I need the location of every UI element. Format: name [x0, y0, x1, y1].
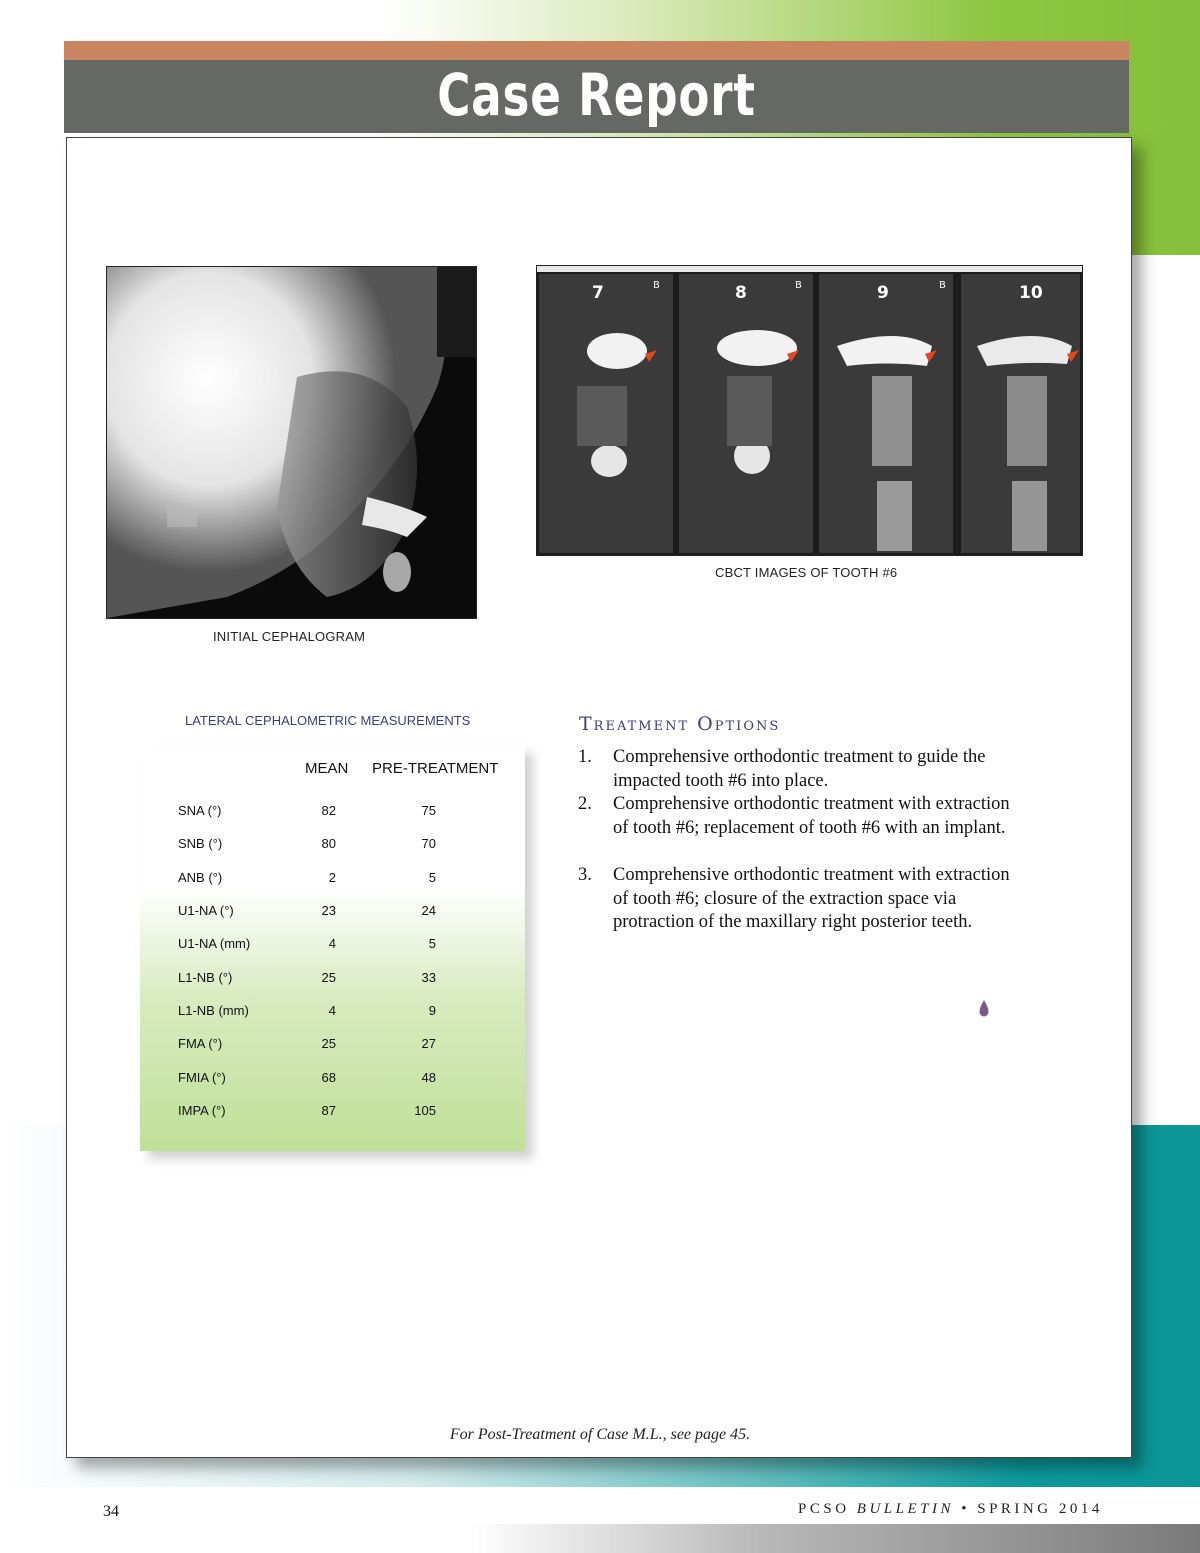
row-pre: 48 — [421, 1070, 436, 1085]
footer-separator: • — [961, 1501, 970, 1517]
row-mean: 68 — [321, 1070, 336, 1085]
option-text: Comprehensive orthodontic treatment with extraction of tooth #6; replacement of tooth #6 with an implant. — [613, 794, 1010, 838]
row-mean: 25 — [321, 1036, 336, 1051]
page-title: Case Report — [437, 61, 756, 129]
row-pre: 33 — [421, 970, 436, 985]
cbct-label-10: 10 — [1019, 283, 1043, 303]
row-pre: 70 — [421, 836, 436, 851]
header-accent-bar — [64, 41, 1129, 60]
table-row — [0, 1036, 1200, 1056]
col-header-mean: MEAN — [305, 760, 349, 777]
cbct-drawing — [537, 266, 1082, 555]
row-pre: 9 — [428, 1003, 436, 1018]
row-mean: 25 — [321, 970, 336, 985]
running-footer — [798, 1501, 1103, 1518]
end-mark-drop-icon — [978, 1000, 990, 1018]
row-label: FMA (°) — [178, 1036, 223, 1051]
cbct-image — [536, 265, 1083, 556]
cbct-corner-b-2: B — [795, 280, 802, 291]
row-mean: 2 — [328, 870, 336, 885]
option-text: Comprehensive orthodontic treatment to guide the impacted tooth #6 into place. — [613, 747, 986, 791]
row-mean: 4 — [328, 1003, 336, 1018]
row-label: IMPA (°) — [178, 1103, 226, 1118]
row-pre: 24 — [421, 903, 436, 918]
row-pre: 105 — [414, 1103, 436, 1118]
cephalogram-drawing — [107, 267, 476, 618]
row-label: SNB (°) — [178, 836, 223, 851]
row-mean: 4 — [328, 936, 336, 951]
row-label: SNA (°) — [178, 803, 222, 818]
row-mean: 82 — [321, 803, 336, 818]
cbct-label-8: 8 — [735, 283, 747, 303]
footnote: For Post-Treatment of Case M.L., see page 45. — [449, 1426, 751, 1443]
cephalogram-caption: INITIAL CEPHALOGRAM — [213, 629, 366, 644]
table-row — [0, 970, 1200, 990]
publication-bulletin: BULLETIN — [856, 1501, 954, 1517]
row-label: L1-NB (mm) — [178, 1003, 249, 1018]
treatment-options-title: Treatment Options — [579, 713, 781, 735]
row-label: U1-NA (mm) — [178, 936, 251, 951]
cbct-slice-10 — [961, 274, 1080, 553]
row-pre: 5 — [428, 870, 436, 885]
measurements-title: LATERAL CEPHALOMETRIC MEASUREMENTS — [185, 713, 471, 728]
cbct-label-9: 9 — [877, 283, 889, 303]
decorative-gray-gradient — [470, 1524, 1200, 1553]
row-pre: 5 — [428, 936, 436, 951]
row-label: FMIA (°) — [178, 1070, 226, 1085]
option-number: 2. — [578, 794, 592, 814]
cbct-slice-8 — [679, 274, 813, 553]
cbct-slice-9 — [819, 274, 953, 553]
row-mean: 87 — [321, 1103, 336, 1118]
row-mean: 80 — [321, 836, 336, 851]
option-number: 1. — [578, 747, 592, 767]
row-label: ANB (°) — [178, 870, 223, 885]
row-label: L1-NB (°) — [178, 970, 233, 985]
table-row — [0, 1103, 1200, 1123]
option-number: 3. — [578, 865, 592, 885]
cbct-corner-b-1: B — [653, 280, 660, 291]
issue-label: SPRING 2014 — [977, 1501, 1103, 1517]
header-band — [64, 60, 1129, 133]
treatment-option — [578, 746, 1018, 794]
table-row — [0, 1003, 1200, 1023]
cephalogram-image — [106, 266, 477, 619]
cbct-slice-7 — [539, 274, 673, 553]
page-number: 34 — [103, 1503, 119, 1520]
row-pre: 75 — [421, 803, 436, 818]
row-pre: 27 — [421, 1036, 436, 1051]
cbct-caption: CBCT IMAGES OF TOOTH #6 — [715, 565, 898, 580]
treatment-option — [578, 864, 1018, 960]
treatment-option — [578, 793, 1018, 865]
table-row — [0, 1070, 1200, 1090]
cbct-corner-b-3: B — [939, 280, 946, 291]
col-header-pre-treatment: PRE-TREATMENT — [372, 760, 499, 777]
cbct-label-7: 7 — [592, 283, 604, 303]
publication-name: PCSO — [798, 1501, 850, 1517]
row-label: U1-NA (°) — [178, 903, 234, 918]
option-text: Comprehensive orthodontic treatment with extraction of tooth #6; closure of the extraction space via protraction of the maxillary right posterior teeth. — [613, 865, 1010, 932]
row-mean: 23 — [321, 903, 336, 918]
